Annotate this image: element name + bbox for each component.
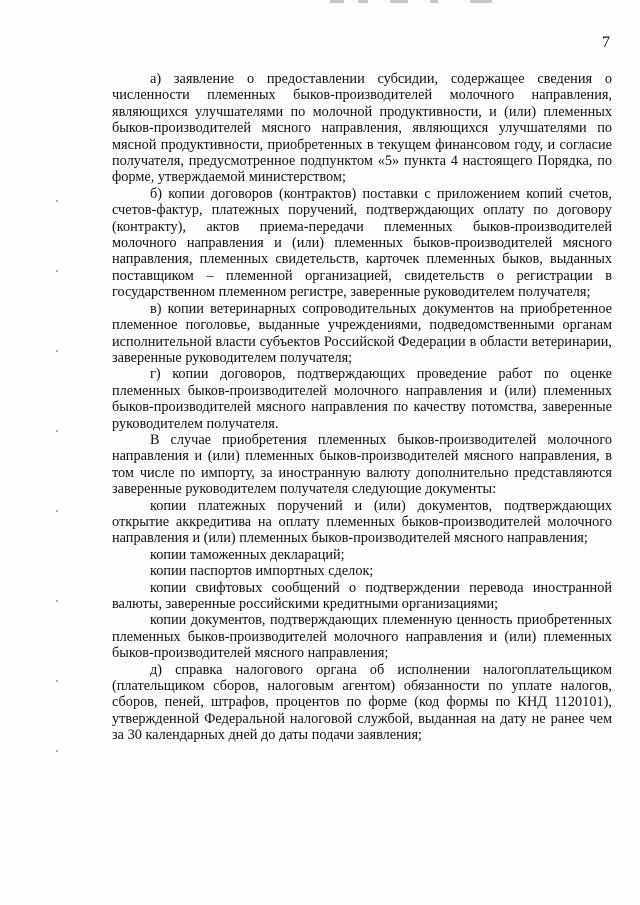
scan-artifact-marks [330,0,550,6]
paragraph-payment-orders: копии платежных поручений и (или) документов, подтверждающих открытие аккредитива на оплату племенных быков-производителей молочного направления и (или) племенных быков-производителей мясного направления; [112,497,612,547]
document-body [112,71,612,744]
paragraph-d: д) справка налогового органа об исполнении налогоплательщиком (плательщиком сборов, налоговым агентом) обязанности по уплате налогов, сборов, пеней, штрафов, процентов по форме (код формы по КНД 1120101), утвержденной Федеральной налоговой службой, выданная на дату не ранее чем за 30 календарных дней до даты подачи заявления; [112,661,612,744]
paragraph-import-case: В случае приобретения племенных быков-производителей молочного направления и (или) племенных быков-производителей мясного направления, в том числе по импорту, за иностранную валюту дополнительно представляются заверенные руководителем получателя следующие документы: [112,431,612,498]
paragraph-b: б) копии договоров (контрактов) поставки с приложением копий счетов, счетов-фактур, платежных поручений, подтверждающих оплату по договору (контракту), актов приема-передачи племенных быков-производителей молочного направления и (или) племенных быков-производителей мясного направления, племенных свидетельств, карточек племенных быков, выданных поставщиком – племенной организацией, свидетельств о регистрации в государственном племенном регистре, заверенные руководителем получателя; [112,185,612,301]
page-number: 7 [602,34,610,51]
paragraph-swift: копии свифтовых сообщений о подтверждении перевода иностранной валюты, заверенные российскими кредитными организациями; [112,579,612,612]
paragraph-breeding-value: копии документов, подтверждающих племенную ценность приобретенных племенных быков-производителей молочного направления и (или) племенных быков-производителей мясного направления; [112,612,612,662]
paragraph-customs: копии таможенных деклараций; [150,546,345,563]
paragraph-passports: копии паспортов импортных сделок; [150,563,374,580]
paragraph-a: а) заявление о предоставлении субсидии, содержащее сведения о численности племенных быков-производителей молочного направления, являющихся улучшателями по молочной продуктивности, и (или) племенных быков-производителей мясного направления, являющихся улучшателями по мясной продуктивности, приобретенных в текущем финансовом году, и согласие получателя, предусмотренное подпунктом «5» пункта 4 настоящего Порядка, по форме, утверждаемой министерством; [112,71,612,186]
margin-scan-dots [56,200,62,760]
paragraph-v: в) копии ветеринарных сопроводительных документов на приобретенное племенное поголовье, выданные учреждениями, подведомственными органам исполнительной власти субъектов Российской Федерации в области ветеринарии, заверенные руководителем получателя; [112,300,612,366]
paragraph-g: г) копии договоров, подтверждающих проведение работ по оценке племенных быков-производителей молочного направления и (или) племенных быков-производителей мясного направления по качеству потомства, заверенные руководителем получателя. [112,366,612,432]
